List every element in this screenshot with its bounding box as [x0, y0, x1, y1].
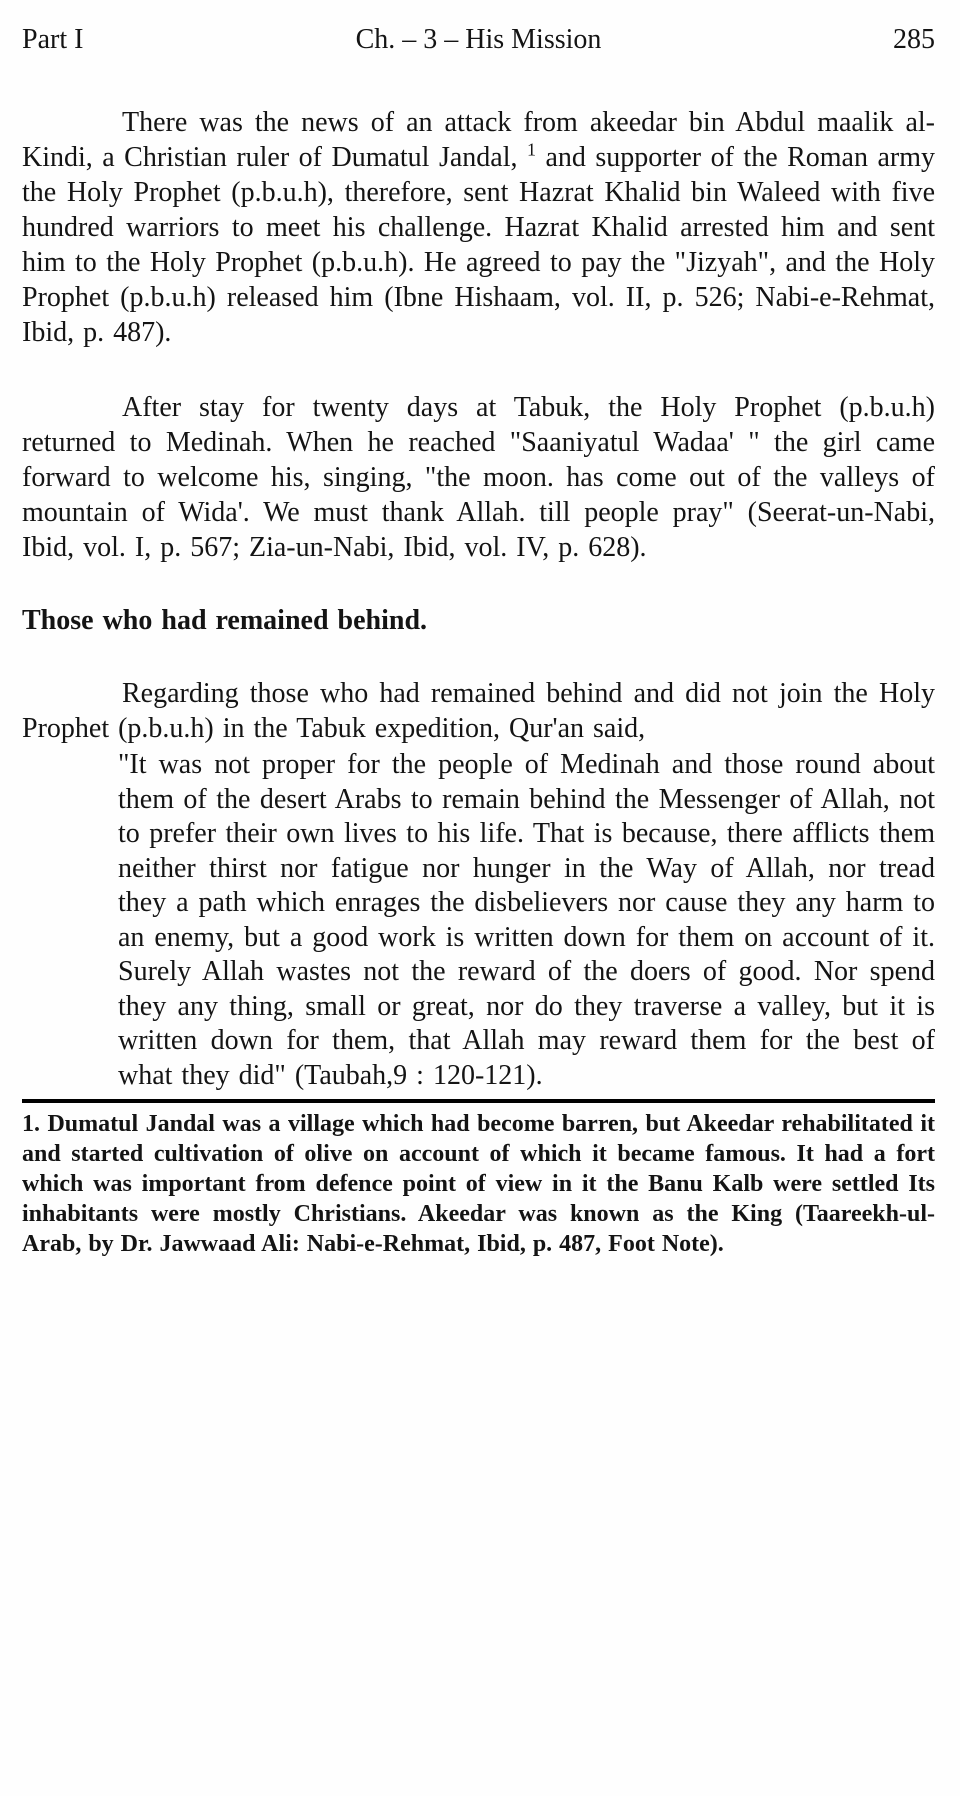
paragraph-attack-news: [22, 105, 935, 350]
running-header: [22, 22, 935, 57]
paragraph-remained-behind-intro: Regarding those who had remained behind and did not join the Holy Prophet (p.b.u.h) in the Tabuk expedition, Qur'an said,: [22, 678, 935, 744]
footnote-text: 1. Dumatul Jandal was a village which had become barren, but Akeedar rehabilitated it and started cultivation of olive on account of which it became famous. It had a fort which was important from defence point of view in it the Banu Kalb were settled Its inhabitants were mostly Christians. Akeedar was known as the King (Taareekh-ul-Arab, by Dr. Jawwaad Ali: Nabi-e-Rehmat, Ibid, p. 487, Foot Note).: [22, 1111, 935, 1257]
header-page-number: 285: [893, 24, 935, 55]
header-part-label: Part I: [22, 24, 84, 55]
header-chapter-title: Ch. – 3 – His Mission: [355, 24, 602, 55]
paragraph-return-medinah: After stay for twenty days at Tabuk, the Holy Prophet (p.b.u.h) returned to Medinah. When he reached "Saaniyatul Wadaa' " the girl came forward to welcome his, singing, "the moon. has come out of the valleys of mountain of Wida'. We must thank Allah. till people pray" (Seerat-un-Nabi, Ibid, vol. I, p. 567; Zia-un-Nabi, Ibid, vol. IV, p. 628).: [22, 392, 935, 563]
quran-quote-taubah: "It was not proper for the people of Medinah and those round about them of the desert Arabs to remain behind the Messenger of Allah, not to prefer their own lives to his life. That is because, there afflicts them neither thirst nor fatigue nor hunger in the Way of Allah, nor tread they a path which enrages the disbelievers nor cause they any harm to an enemy, but a good work is written down for them on account of it. Surely Allah wastes not the reward of the doers of good. Nor spend they any thing, small or great, nor do they traverse a valley, but it is written down for them, that Allah may reward them for the best of what they did" (Taubah,9 : 120-121).: [118, 749, 935, 1091]
paragraph-attack-news-before: There was the news of an attack from akeedar bin Abdul maalik al-Kindi, a Christian ruler of Dumatul Jandal,: [22, 107, 935, 173]
section-heading-remained-behind: Those who had remained behind.: [22, 605, 428, 636]
page-body: [22, 105, 935, 1093]
footnote-marker-1: 1: [526, 139, 536, 160]
footnote-divider: [22, 1099, 935, 1103]
paragraph-attack-news-after: and supporter of the Roman army the Holy Prophet (p.b.u.h), therefore, sent Hazrat Khalid bin Waleed with five hundred warriors to meet his challenge. Hazrat Khalid arrested him and sent him to the Holy Prophet (p.b.u.h). He agreed to pay the "Jizyah", and the Holy Prophet (p.b.u.h) released him (Ibne Hishaam, vol. II, p. 526; Nabi-e-Rehmat, Ibid, p. 487).: [22, 142, 935, 348]
